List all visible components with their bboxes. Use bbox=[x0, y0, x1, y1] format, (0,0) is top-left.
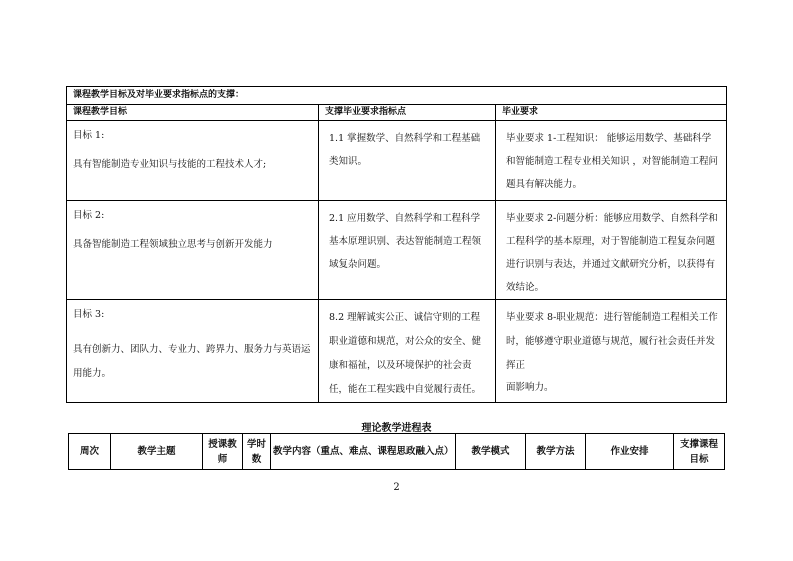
objectives-caption: 课程教学目标及对毕业要求指标点的支撑： bbox=[67, 87, 727, 105]
goal-cell bbox=[67, 300, 319, 403]
header-indicator: 支撑毕业要求指标点 bbox=[319, 105, 496, 121]
schedule-header-row bbox=[69, 434, 725, 470]
objectives-table bbox=[66, 86, 727, 403]
requirement-text: 毕业要求 2-问题分析：能够应用数学、自然科学和工程科学的基本原理，对于智能制造工程复杂问题进行识别与表达，并通过文献研究分析，以获得有效结论。 bbox=[506, 213, 718, 293]
schedule-header-teacher: 授课教师 bbox=[203, 434, 243, 470]
requirement-text: 毕业要求 8-职业规范：进行智能制造工程相关工作时，能够遵守职业道德与规范，履行社会责任并发挥正 bbox=[506, 312, 718, 371]
schedule-header-homework: 作业安排 bbox=[586, 434, 674, 470]
requirement-cell bbox=[496, 300, 727, 403]
table-row bbox=[67, 300, 727, 403]
goal-title: 目标 2: bbox=[73, 210, 105, 221]
schedule-header-hours: 学时数 bbox=[243, 434, 271, 470]
objectives-header-row bbox=[67, 105, 727, 121]
goal-text: 具备智能制造工程领域独立思考与创新开发能力 bbox=[73, 239, 273, 250]
indicator-cell bbox=[319, 121, 496, 201]
table-row bbox=[67, 201, 727, 300]
schedule-title: 理论教学进程表 bbox=[361, 423, 432, 434]
header-requirement: 毕业要求 bbox=[496, 105, 727, 121]
requirement-cell bbox=[496, 121, 727, 201]
indicator-text: 2.1 应用数学、自然科学和工程科学基本原理识别、表达智能制造工程领域复杂问题。 bbox=[329, 213, 482, 270]
indicator-text: 8.2 理解诚实公正、诚信守则的工程职业道德和规范，对公众的安全、健康和福祉，以及环境保护的社会责任，能在工程实践中自觉履行责任。 bbox=[329, 312, 482, 395]
goal-cell bbox=[67, 201, 319, 300]
schedule-header-method: 教学方法 bbox=[526, 434, 586, 470]
objectives-caption-row bbox=[67, 87, 727, 105]
goal-text: 具有创新力、团队力、专业力、跨界力、服务力与英语运用能力。 bbox=[73, 344, 311, 379]
schedule-header-week: 周次 bbox=[69, 434, 111, 470]
requirement-text: 毕业要求 1-工程知识： 能够运用数学、基础科学和智能制造工程专业相关知识 ，对智能制造工程问题具有解决能力。 bbox=[506, 133, 719, 190]
schedule-header-content: 教学内容（重点、难点、课程思政融入点） bbox=[271, 434, 456, 470]
goal-text: 具有智能制造专业知识与技能的工程技术人才; bbox=[73, 159, 267, 170]
schedule-table bbox=[68, 433, 725, 470]
schedule-header-mode: 教学模式 bbox=[456, 434, 526, 470]
requirement-cell bbox=[496, 201, 727, 300]
schedule-header-topic: 教学主题 bbox=[111, 434, 203, 470]
schedule-header-goal: 支撑课程目标 bbox=[674, 434, 725, 470]
table-row bbox=[67, 121, 727, 201]
indicator-text: 1.1 掌握数学、自然科学和工程基础类知识。 bbox=[329, 133, 481, 167]
indicator-cell bbox=[319, 201, 496, 300]
page-number: 2 bbox=[393, 482, 400, 493]
indicator-cell bbox=[319, 300, 496, 403]
goal-cell bbox=[67, 121, 319, 201]
goal-title: 目标 3: bbox=[73, 309, 105, 320]
header-goal: 课程教学目标 bbox=[67, 105, 319, 121]
goal-title: 目标 1: bbox=[73, 130, 105, 141]
requirement-tail: 面影响力。 bbox=[506, 382, 554, 393]
